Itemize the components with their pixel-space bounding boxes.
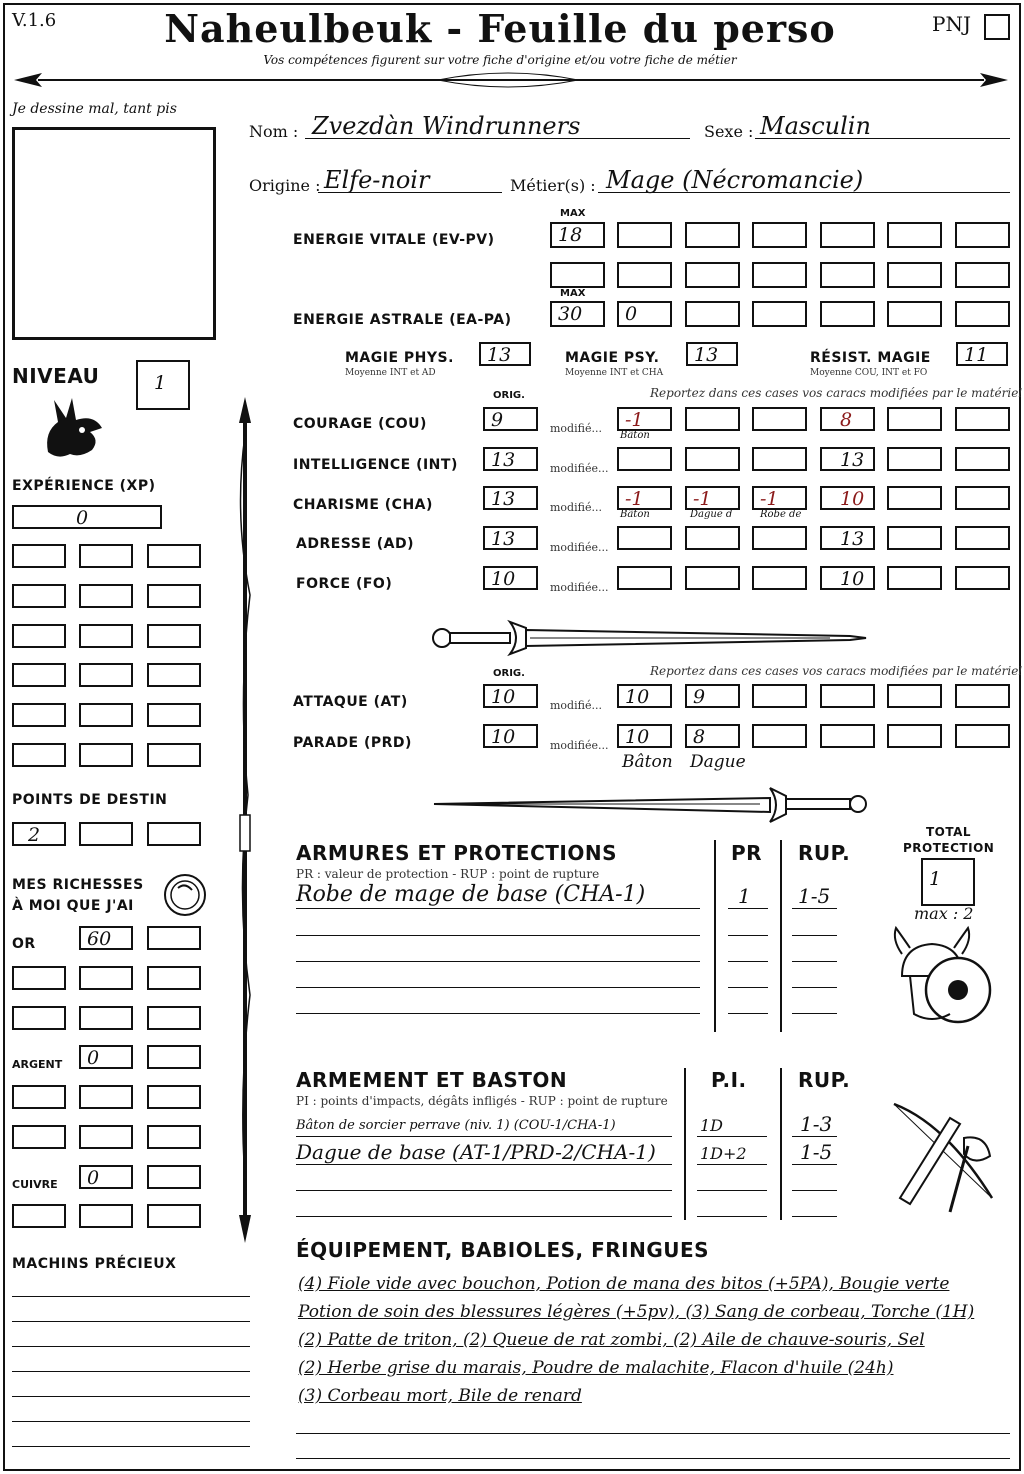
or-box[interactable]	[79, 1006, 133, 1030]
ad-orig-box[interactable]: 13	[483, 526, 538, 550]
argent-box[interactable]: 0	[79, 1045, 133, 1069]
argent-box[interactable]	[79, 1125, 133, 1149]
cha-mod-box[interactable]	[887, 486, 942, 510]
report-note-combat: Reportez dans ces cases vos caracs modifiées par le matériel	[650, 664, 1023, 678]
magie-psy-sub: Moyenne INT et CHA	[565, 368, 664, 378]
prd-mod-box[interactable]	[887, 724, 942, 748]
xp-box[interactable]: 0	[12, 505, 162, 529]
cou-mod-box[interactable]: -1	[617, 407, 672, 431]
precious-line	[12, 1371, 250, 1372]
ea-box[interactable]	[752, 301, 807, 327]
or-label: OR	[12, 936, 36, 952]
at-mod-box[interactable]: 10	[617, 684, 672, 708]
armor-pr-line	[728, 1013, 768, 1014]
metier-value[interactable]: Mage (Nécromancie)	[606, 166, 864, 194]
weapon-rup-line	[792, 1136, 837, 1137]
cuivre-box[interactable]	[12, 1204, 66, 1228]
or-box[interactable]	[12, 966, 66, 990]
ev-box[interactable]	[955, 222, 1010, 248]
armor-divider	[714, 840, 716, 1032]
orig-label: ORIG.	[493, 390, 525, 401]
or-box[interactable]	[147, 966, 201, 990]
nom-line	[305, 138, 690, 139]
ev-box[interactable]	[685, 262, 740, 288]
origine-label: Origine :	[249, 176, 321, 195]
magie-phys-sub: Moyenne INT et AD	[345, 368, 436, 378]
weapons-divider	[780, 1068, 782, 1220]
fo-label: FORCE (FO)	[296, 576, 393, 592]
equipment-line[interactable]: (2) Patte de triton, (2) Queue de rat zombi, (2) Aile de chauve-souris, Sel	[298, 1330, 925, 1350]
ad-label: ADRESSE (AD)	[296, 536, 415, 552]
protection-max: max : 2	[914, 904, 974, 923]
int-final-box[interactable]: 13	[820, 447, 875, 471]
xp-check-box[interactable]	[12, 584, 66, 608]
magie-psy-label: MAGIE PSY.	[565, 350, 660, 366]
weapon-pi-line	[697, 1190, 767, 1191]
prd-mod-box[interactable]	[752, 724, 807, 748]
int-label: INTELLIGENCE (INT)	[293, 457, 458, 473]
niveau-label: NIVEAU	[12, 364, 100, 388]
weapon-item-name[interactable]: Bâton de sorcier perrave (niv. 1) (COU-1/CHA-1)	[296, 1118, 616, 1133]
armor-divider	[780, 840, 782, 1032]
resist-magie-box[interactable]: 11	[956, 342, 1008, 366]
weapon-rup-line	[792, 1190, 837, 1191]
cha-mod-box[interactable]	[955, 486, 1010, 510]
cha-mod-source: Bâton	[620, 509, 650, 520]
ev-box[interactable]	[752, 222, 807, 248]
armor-line	[296, 908, 700, 909]
precious-line	[12, 1396, 250, 1397]
cha-label: CHARISME (CHA)	[293, 497, 433, 513]
armor-rup-label: RUP.	[798, 841, 851, 865]
ad-mod-box[interactable]	[752, 526, 807, 550]
coin-icon	[162, 872, 208, 918]
or-box[interactable]	[147, 926, 201, 950]
cha-mod-box[interactable]: -1	[617, 486, 672, 510]
ev-box[interactable]	[550, 262, 605, 288]
cou-mod-box[interactable]	[685, 407, 740, 431]
armor-pr-line	[728, 987, 768, 988]
magie-phys-box[interactable]: 13	[479, 342, 531, 366]
ev-box[interactable]	[887, 262, 942, 288]
xp-check-box[interactable]	[79, 663, 133, 687]
weapon-item-pi[interactable]: 1D	[700, 1116, 724, 1135]
staff-icon	[230, 395, 260, 1245]
ev-box[interactable]	[617, 262, 672, 288]
prd-mod-box[interactable]	[955, 724, 1010, 748]
spear-divider-icon	[8, 68, 1014, 92]
destin-box[interactable]	[79, 822, 133, 846]
weapons-pi-label: P.I.	[711, 1068, 747, 1092]
prd-mod-box[interactable]: 10	[617, 724, 672, 748]
at-mod-box[interactable]	[752, 684, 807, 708]
xp-check-box[interactable]	[12, 663, 66, 687]
at-orig-box[interactable]: 10	[483, 684, 538, 708]
total-protection-label-1: TOTAL	[926, 825, 972, 839]
cou-modifie: modifié...	[550, 422, 602, 435]
xp-check-box[interactable]	[79, 743, 133, 767]
cou-orig-box[interactable]: 9	[483, 407, 538, 431]
argent-box[interactable]	[147, 1125, 201, 1149]
xp-check-box[interactable]	[12, 544, 66, 568]
weapon-pi-line	[697, 1216, 767, 1217]
int-mod-box[interactable]	[617, 447, 672, 471]
weapon-item-pi[interactable]: 1D+2	[700, 1144, 747, 1163]
cou-mod-box[interactable]	[887, 407, 942, 431]
weapon-line	[296, 1136, 672, 1137]
resist-magie-sub: Moyenne COU, INT et FO	[810, 368, 928, 378]
total-protection-label-2: PROTECTION	[903, 841, 995, 855]
weapons-divider	[684, 1068, 686, 1220]
ev-box[interactable]	[820, 222, 875, 248]
cou-label: COURAGE (COU)	[293, 416, 427, 432]
armor-line	[296, 935, 700, 936]
argent-box[interactable]	[147, 1045, 201, 1069]
precious-line	[12, 1346, 250, 1347]
sword-icon	[430, 612, 870, 662]
sword-icon	[430, 782, 870, 828]
weapon-pi-line	[697, 1164, 767, 1165]
pnj-label: PNJ	[932, 12, 971, 36]
equipment-blank-line	[296, 1433, 1010, 1434]
sexe-line	[755, 138, 1010, 139]
armor-legend: PR : valeur de protection - RUP : point de rupture	[296, 867, 600, 881]
prd-label: PARADE (PRD)	[293, 735, 412, 751]
ev-box[interactable]	[955, 262, 1010, 288]
ea-box[interactable]	[685, 301, 740, 327]
prd-orig-box[interactable]: 10	[483, 724, 538, 748]
armor-title: ARMURES ET PROTECTIONS	[296, 841, 617, 865]
cuivre-box[interactable]	[79, 1204, 133, 1228]
weapon2-label: Dague	[690, 752, 746, 772]
armor-pr-line	[728, 908, 768, 909]
cuivre-box[interactable]	[147, 1204, 201, 1228]
weapon-rup-line	[792, 1164, 837, 1165]
weapon1-label: Bâton	[622, 752, 673, 772]
armor-line	[296, 1013, 700, 1014]
xp-check-box[interactable]	[147, 624, 201, 648]
helmet-shield-icon	[890, 924, 1000, 1034]
at-mod-box[interactable]	[887, 684, 942, 708]
dragon-icon	[40, 392, 106, 462]
ea-label: ENERGIE ASTRALE (EA-PA)	[293, 312, 512, 328]
int-modifiee: modifiée...	[550, 462, 609, 475]
xp-check-box[interactable]	[147, 584, 201, 608]
xp-check-box[interactable]	[147, 663, 201, 687]
argent-box[interactable]	[79, 1085, 133, 1109]
equipment-line[interactable]: (2) Herbe grise du marais, Poudre de malachite, Flacon d'huile (24h)	[298, 1358, 894, 1378]
xp-check-box[interactable]	[12, 624, 66, 648]
armor-rup-line	[792, 908, 837, 909]
ev-box[interactable]	[752, 262, 807, 288]
armor-rup-line	[792, 961, 837, 962]
weapons-legend: PI : points d'impacts, dégâts infligés - RUP : point de rupture	[296, 1094, 668, 1108]
armor-pr-label: PR	[731, 841, 763, 865]
ad-mod-box[interactable]	[955, 526, 1010, 550]
metier-label: Métier(s) :	[510, 176, 596, 195]
ev-box[interactable]	[685, 222, 740, 248]
fo-modifiee: modifiée...	[550, 581, 609, 594]
cou-mod-source: Bâton	[620, 430, 650, 441]
machins-precieux-label: MACHINS PRÉCIEUX	[12, 1256, 177, 1272]
report-note: Reportez dans ces cases vos caracs modifiées par le matériel	[650, 386, 1023, 400]
xp-check-box[interactable]	[147, 544, 201, 568]
armor-rup-line	[792, 1013, 837, 1014]
equipment-line[interactable]: (3) Corbeau mort, Bile de renard	[298, 1386, 582, 1406]
cha-orig-box[interactable]: 13	[483, 486, 538, 510]
cha-mod-source: Robe de	[760, 509, 802, 520]
ev-box[interactable]	[820, 262, 875, 288]
xp-check-box[interactable]	[79, 584, 133, 608]
equipment-title: ÉQUIPEMENT, BABIOLES, FRINGUES	[296, 1238, 710, 1262]
armor-item-name[interactable]: Robe de mage de base (CHA-1)	[296, 882, 646, 907]
nom-label: Nom :	[249, 122, 299, 141]
wealth-label-1: MES RICHESSES	[12, 877, 144, 893]
cuivre-box[interactable]: 0	[79, 1165, 133, 1189]
cuivre-box[interactable]	[147, 1165, 201, 1189]
at-mod-box[interactable]	[820, 684, 875, 708]
prd-mod-box[interactable]: 8	[685, 724, 740, 748]
armor-rup-line	[792, 987, 837, 988]
xp-check-box[interactable]	[79, 544, 133, 568]
xp-check-box[interactable]	[12, 743, 66, 767]
xp-label: EXPÉRIENCE (XP)	[12, 478, 156, 494]
ea-max-label: MAX	[560, 288, 586, 299]
magie-psy-box[interactable]: 13	[686, 342, 738, 366]
ea-max-box[interactable]: 30	[550, 301, 605, 327]
cha-mod-box[interactable]: -1	[685, 486, 740, 510]
origine-line	[318, 192, 502, 193]
ev-max-box[interactable]: 18	[550, 222, 605, 248]
ea-box[interactable]	[820, 301, 875, 327]
weapon-item-name[interactable]: Dague de base (AT-1/PRD-2/CHA-1)	[296, 1140, 656, 1164]
version-label: V.1.6	[12, 10, 57, 31]
int-mod-box[interactable]	[752, 447, 807, 471]
weapon-item-rup[interactable]: 1-3	[800, 1112, 833, 1136]
magie-phys-label: MAGIE PHYS.	[345, 350, 454, 366]
cha-mod-source: Dague d	[690, 509, 733, 520]
origine-value[interactable]: Elfe-noir	[324, 166, 430, 194]
weapons-icon	[880, 1094, 1004, 1218]
at-modifie: modifié...	[550, 699, 602, 712]
niveau-box[interactable]: 1	[136, 360, 190, 410]
or-box[interactable]: 60	[79, 926, 133, 950]
ad-mod-box[interactable]	[617, 526, 672, 550]
ea-current-box[interactable]: 0	[617, 301, 672, 327]
sexe-value[interactable]: Masculin	[760, 112, 871, 140]
metier-line	[598, 192, 1010, 193]
equipment-blank-line	[296, 1458, 1010, 1459]
pnj-checkbox[interactable]	[984, 14, 1010, 40]
page-title: Naheulbeuk - Feuille du perso	[164, 6, 836, 51]
at-mod-box[interactable]	[955, 684, 1010, 708]
weapon-item-rup[interactable]: 1-5	[800, 1140, 833, 1164]
destin-box[interactable]	[147, 822, 201, 846]
ad-modifiee: modifiée...	[550, 541, 609, 554]
ad-final-box[interactable]: 13	[820, 526, 875, 550]
precious-line	[12, 1296, 250, 1297]
xp-check-box[interactable]	[12, 703, 66, 727]
fo-mod-box[interactable]	[887, 566, 942, 590]
fo-mod-box[interactable]	[752, 566, 807, 590]
fo-final-box[interactable]: 10	[820, 566, 875, 590]
nom-value[interactable]: Zvezdàn Windrunners	[312, 112, 581, 140]
xp-check-box[interactable]	[79, 624, 133, 648]
fo-orig-box[interactable]: 10	[483, 566, 538, 590]
int-mod-box[interactable]	[955, 447, 1010, 471]
weapons-rup-label: RUP.	[798, 1068, 851, 1092]
cuivre-label: CUIVRE	[12, 1178, 58, 1191]
cha-final-box[interactable]: 10	[820, 486, 875, 510]
xp-check-box[interactable]	[79, 703, 133, 727]
precious-line	[12, 1321, 250, 1322]
cou-final-box[interactable]: 8	[820, 407, 875, 431]
or-box[interactable]	[12, 1006, 66, 1030]
wealth-label-2: À MOI QUE J'AI	[12, 898, 134, 914]
portrait-box[interactable]	[12, 127, 216, 340]
weapon-pi-line	[697, 1136, 767, 1137]
argent-label: ARGENT	[12, 1058, 63, 1071]
ev-max-label: MAX	[560, 208, 586, 219]
ad-mod-box[interactable]	[685, 526, 740, 550]
argent-box[interactable]	[147, 1085, 201, 1109]
page-subtitle: Vos compétences figurent sur votre fiche d'origine et/ou votre fiche de métier	[263, 53, 737, 67]
destin-label: POINTS DE DESTIN	[12, 792, 168, 808]
cou-mod-box[interactable]	[752, 407, 807, 431]
prd-mod-box[interactable]	[820, 724, 875, 748]
weapon-line	[296, 1190, 672, 1191]
fo-mod-box[interactable]	[685, 566, 740, 590]
precious-line	[12, 1421, 250, 1422]
resist-magie-label: RÉSIST. MAGIE	[810, 350, 931, 366]
at-mod-box[interactable]: 9	[685, 684, 740, 708]
xp-check-box[interactable]	[147, 703, 201, 727]
armor-item-rup[interactable]: 1-5	[798, 884, 831, 908]
ad-mod-box[interactable]	[887, 526, 942, 550]
weapon-line	[296, 1216, 672, 1217]
total-protection-box[interactable]: 1	[921, 858, 975, 906]
armor-rup-line	[792, 935, 837, 936]
fo-mod-box[interactable]	[617, 566, 672, 590]
weapons-title: ARMEMENT ET BASTON	[296, 1068, 568, 1092]
ev-label: ENERGIE VITALE (EV-PV)	[293, 232, 495, 248]
cha-mod-box[interactable]: -1	[752, 486, 807, 510]
argent-box[interactable]	[12, 1085, 66, 1109]
ea-box[interactable]	[955, 301, 1010, 327]
int-mod-box[interactable]	[685, 447, 740, 471]
cha-modifie: modifié...	[550, 501, 602, 514]
portrait-caption: Je dessine mal, tant pis	[12, 101, 177, 117]
weapon-line	[296, 1164, 672, 1165]
ev-box[interactable]	[617, 222, 672, 248]
armor-pr-line	[728, 961, 768, 962]
weapon-rup-line	[792, 1216, 837, 1217]
destin-box[interactable]: 2	[12, 822, 66, 846]
sexe-label: Sexe :	[704, 122, 754, 141]
or-box[interactable]	[147, 1006, 201, 1030]
armor-line	[296, 961, 700, 962]
cou-mod-box[interactable]	[955, 407, 1010, 431]
at-label: ATTAQUE (AT)	[293, 694, 408, 710]
armor-item-pr[interactable]: 1	[738, 884, 751, 908]
orig-label-combat: ORIG.	[493, 668, 525, 679]
equipment-line[interactable]: (4) Fiole vide avec bouchon, Potion de mana des bitos (+5PA), Bougie verte	[298, 1274, 950, 1294]
fo-mod-box[interactable]	[955, 566, 1010, 590]
ev-box[interactable]	[887, 222, 942, 248]
int-mod-box[interactable]	[887, 447, 942, 471]
prd-modifiee: modifiée...	[550, 739, 609, 752]
ea-box[interactable]	[887, 301, 942, 327]
armor-line	[296, 987, 700, 988]
argent-box[interactable]	[12, 1125, 66, 1149]
or-box[interactable]	[79, 966, 133, 990]
xp-check-box[interactable]	[147, 743, 201, 767]
armor-pr-line	[728, 935, 768, 936]
equipment-line[interactable]: Potion de soin des blessures légères (+5pv), (3) Sang de corbeau, Torche (1H)	[298, 1302, 975, 1322]
precious-line	[12, 1446, 250, 1447]
int-orig-box[interactable]: 13	[483, 447, 538, 471]
